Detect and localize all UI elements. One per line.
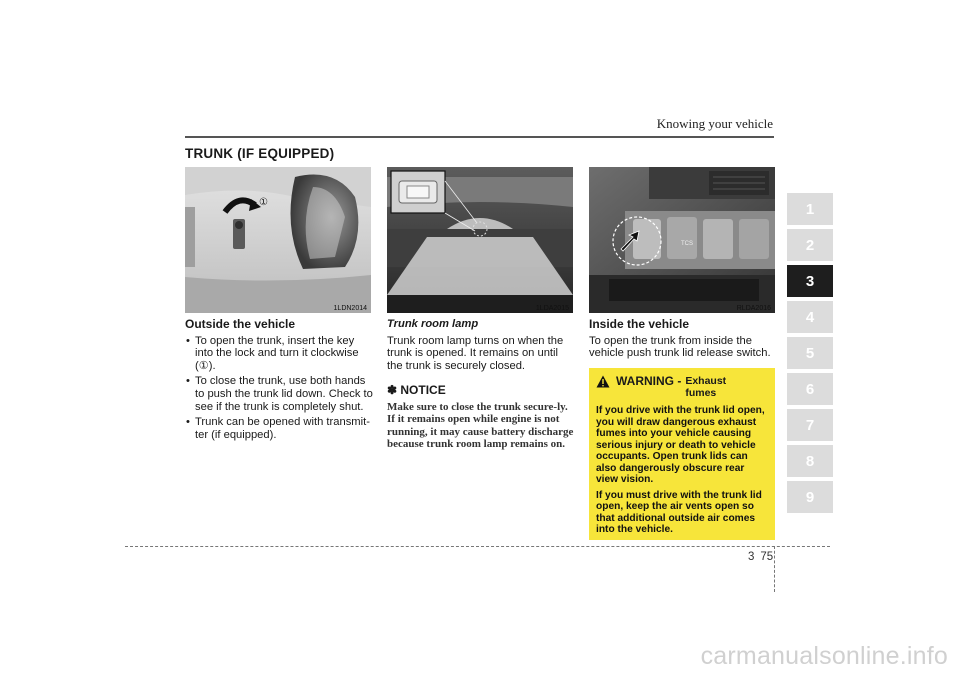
chapter-tab-2[interactable]: 2: [787, 229, 833, 261]
page-number: [745, 551, 776, 563]
trunk-lamp-photo: [387, 167, 573, 313]
figure-code: 1LDN2014: [333, 305, 367, 312]
page-title: TRUNK (IF EQUIPPED): [185, 146, 335, 161]
notice-title: ✽ NOTICE: [387, 383, 446, 398]
warning-box: [589, 368, 775, 540]
figure-code: 1LDA2015: [535, 305, 569, 312]
warning-paragraph: If you drive with the trunk lid open, you will draw dangerous exhaust fumes into your vehicle causing serious injury or death to vehicle occupants. Open trunk lids can also dangerously obscure rear view vision.: [596, 405, 765, 485]
list-item: • Trunk can be opened with transmit-ter (if equipped).: [185, 416, 373, 441]
warning-paragraph: If you must drive with the trunk lid open, keep the air vents open so that additional outside air comes into the vehicle.: [596, 489, 762, 535]
footer-rule: [125, 546, 830, 547]
inside-heading: Inside the vehicle: [589, 317, 690, 331]
chapter-number: 3: [748, 551, 755, 563]
chapter-tab-6[interactable]: 6: [787, 373, 833, 405]
chapter-tab-1[interactable]: 1: [787, 193, 833, 225]
inside-body: To open the trunk from inside the vehicle push trunk lid release switch.: [589, 334, 771, 360]
chapter-tab-4[interactable]: 4: [787, 301, 833, 333]
warning-topic: Exhaust fumes: [685, 375, 727, 399]
chapter-tab-9[interactable]: 9: [787, 481, 833, 513]
outside-vehicle-section: [185, 318, 373, 444]
callout-number: ①: [259, 197, 268, 208]
chapter-tab-5[interactable]: 5: [787, 337, 833, 369]
trunk-release-switch-photo: [589, 167, 775, 313]
tcs-switch-label: TCS: [681, 241, 693, 247]
outside-heading: Outside the vehicle: [185, 317, 296, 331]
list-item: • To close the trunk, use both hands to push the trunk lid down. Check to see if the trunk is completely shut.: [185, 375, 373, 413]
figure-code: RLDA2016: [736, 305, 771, 312]
chapter-tab-8[interactable]: 8: [787, 445, 833, 477]
lamp-heading: Trunk room lamp: [387, 318, 479, 330]
warning-label: WARNING -: [616, 374, 682, 388]
chapter-tabs: [787, 193, 833, 517]
lamp-body: Trunk room lamp turns on when the trunk is opened. It remains on until the trunk is securely closed.: [387, 334, 564, 372]
chapter-tab-7[interactable]: 7: [787, 409, 833, 441]
inside-vehicle-section: [589, 318, 777, 360]
notice-body: Make sure to close the trunk secure-ly. If it remains open while engine is not running, it may cause battery discharge because trunk room lamp remains on.: [387, 400, 574, 451]
warning-triangle-icon: [596, 375, 610, 388]
running-header: Knowing your vehicle: [656, 116, 773, 131]
list-item: • To open the trunk, insert the key into the lock and turn it clockwise (①).: [185, 335, 373, 373]
page-number-value: 75: [760, 551, 774, 563]
chapter-tab-3[interactable]: 3: [787, 265, 833, 297]
header-rule: [185, 136, 774, 138]
trunk-lock-photo: [185, 167, 371, 313]
outside-bullet-list: [185, 335, 373, 442]
watermark: carmanualsonline.info: [700, 642, 948, 670]
trunk-lamp-section: [387, 318, 575, 451]
